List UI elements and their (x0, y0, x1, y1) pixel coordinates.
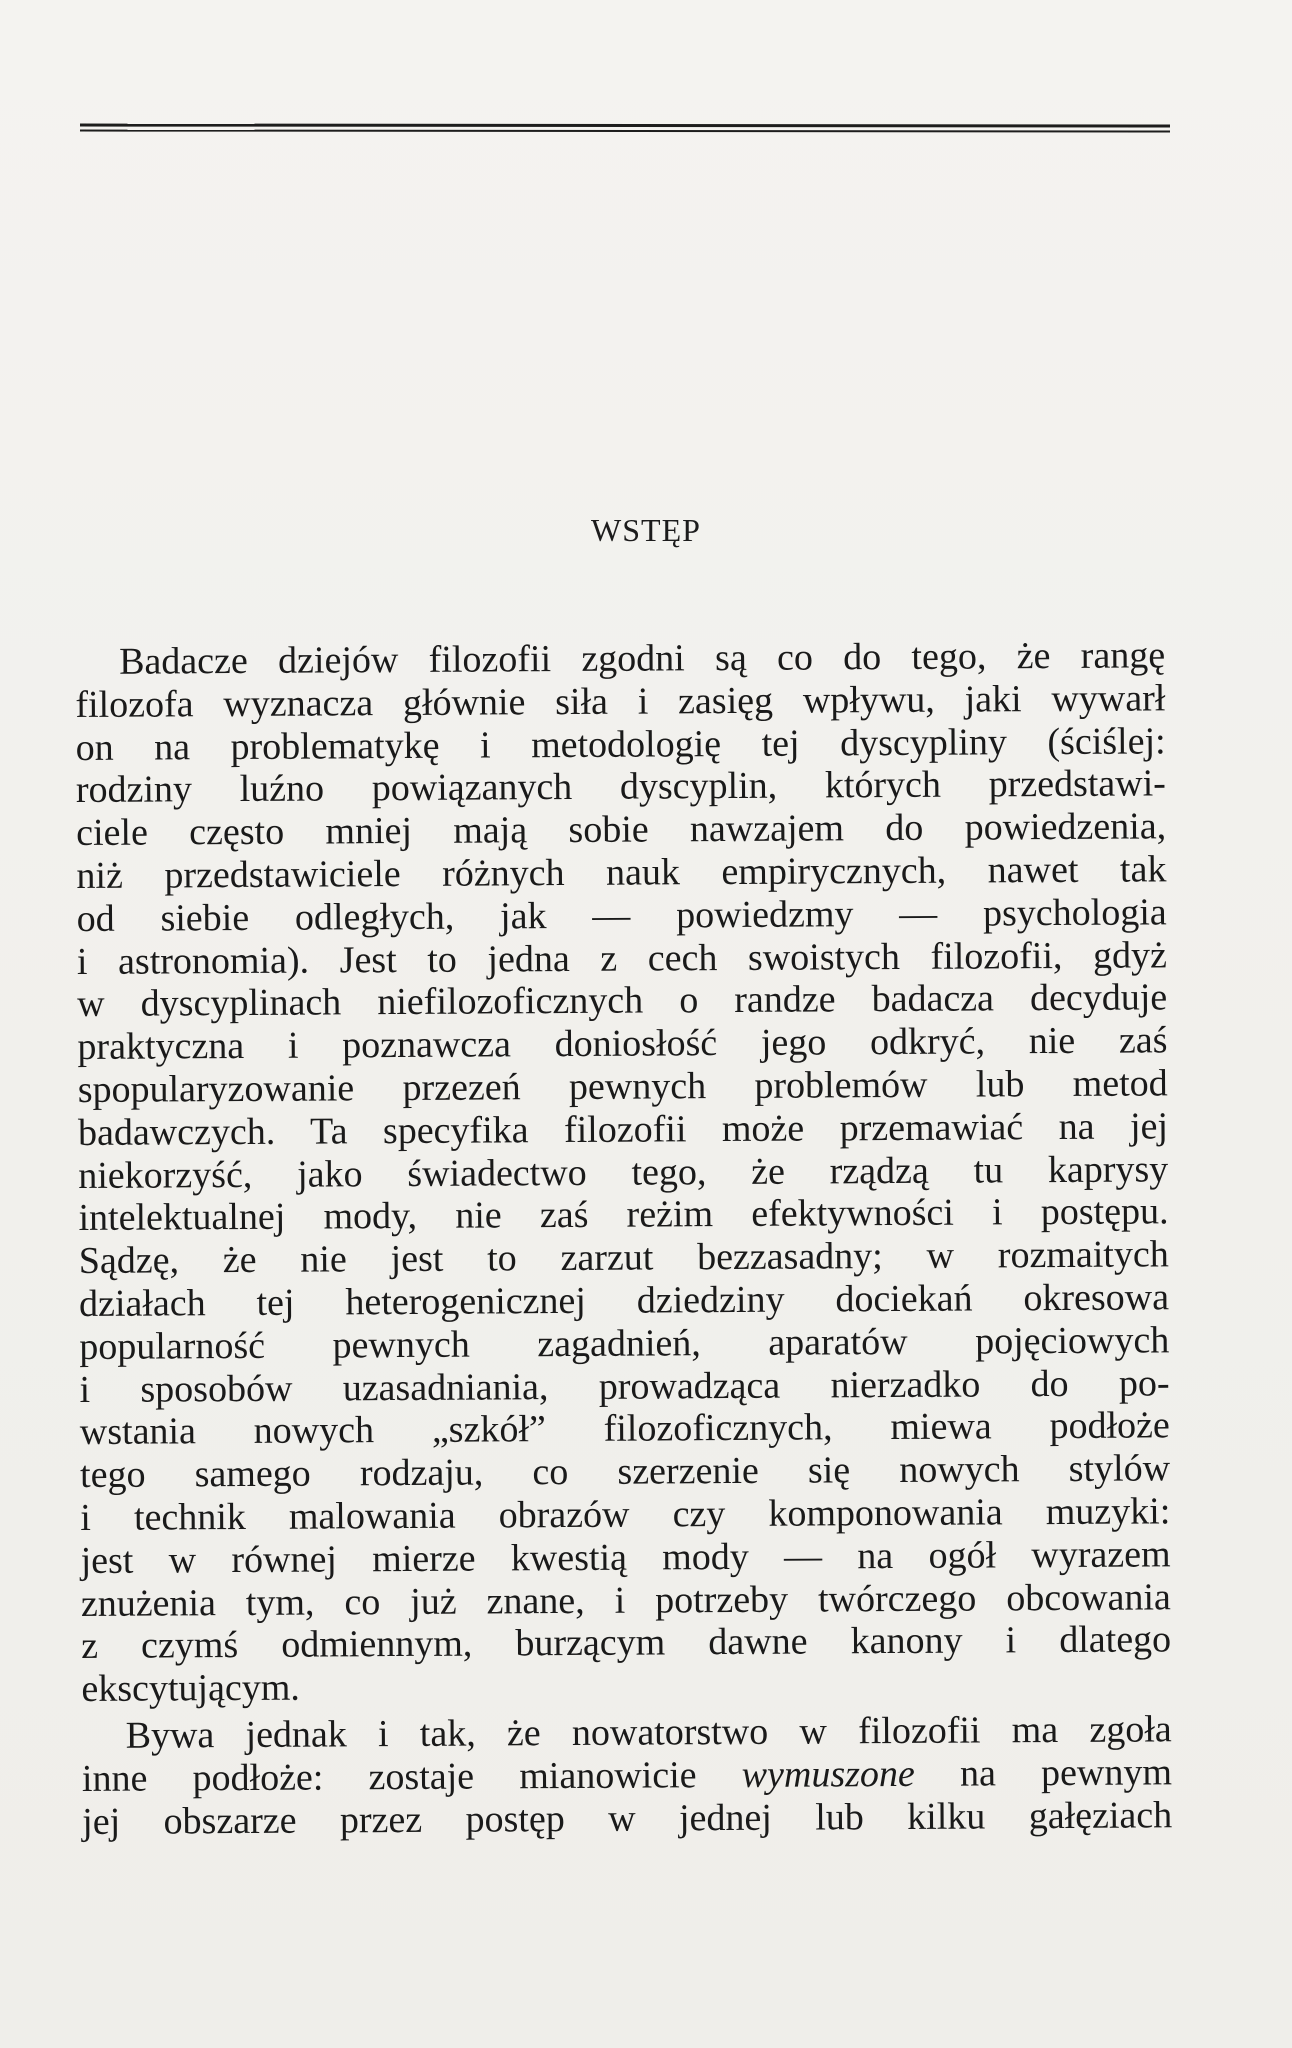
text-line: Badacze dziejów filozofii zgodni są co do tego, że rangę (118, 634, 1166, 683)
text-line: praktyczna i poznawcza doniosłość jego odkryć, nie zaś (77, 1019, 1168, 1069)
text-line: spopularyzowanie przezeń pewnych problemów lub metod (77, 1062, 1168, 1111)
text-line: ciele często mniej mają sobie nawzajem do powiedzenia, (76, 805, 1167, 855)
show-through-folio (1100, 92, 1106, 119)
text-line: Sądzę, że nie jest to zarzut bezzasadny; w rozmaitych (78, 1233, 1169, 1283)
header-double-rule (80, 124, 1170, 133)
text-line: znużenia tym, co już znane, i potrzeby twórczego obcowania (80, 1575, 1171, 1625)
text-line: tego samego rodzaju, co szerzenie się nowych stylów (79, 1447, 1171, 1497)
emphasized-word: wymuszone (741, 1752, 915, 1796)
text-line: Bywa jednak i tak, że nowatorstwo w filozofii ma zgoła (125, 1708, 1172, 1757)
chapter-heading: WSTĘP (591, 512, 701, 548)
text-line: rodziny luźno powiązanych dyscyplin, których przedstawi- (75, 762, 1167, 812)
text-run: inne podłoże: zostaje mianowicie (81, 1753, 697, 1800)
text-line (82, 1751, 1172, 1800)
text-line: jest w równej mierze kwestią mody — na ogół wyrazem (80, 1533, 1171, 1582)
text-line: wstania nowych „szkół” filozoficznych, miewa podłoże (79, 1404, 1170, 1454)
show-through-running-head (570, 84, 577, 114)
text-line: niż przedstawiciele różnych nauk empirycznych, nawet tak (76, 848, 1167, 897)
text-line: niekorzyść, jako świadectwo tego, że rządzą tu kaprysy (78, 1147, 1169, 1197)
text-line: badawczych. Ta specyfika filozofii może przemawiać na jej (77, 1105, 1169, 1154)
text-line: w dyscyplinach niefilozoficznych o randze badacza decyduje (77, 976, 1168, 1026)
text-line: z czymś odmiennym, burzącym dawne kanony i dlatego (81, 1618, 1172, 1668)
text-line: działach tej heterogenicznej dziedziny dociekań okresowa (78, 1276, 1170, 1325)
text-line: on na problematykę i metodologię tej dyscypliny (ściślej: (75, 719, 1166, 769)
body-text (75, 634, 1172, 1843)
text-line: i technik malowania obrazów czy komponowania muzyki: (80, 1490, 1171, 1539)
text-line: filozofa wyznacza głównie siła i zasięg wpływu, jaki wywarł (75, 677, 1166, 726)
text-line: ekscytującym. (81, 1666, 300, 1711)
text-line: od siebie odległych, jak — powiedzmy — psychologia (76, 891, 1167, 940)
text-line: intelektualnej mody, nie zaś reżim efektywności i postępu. (78, 1190, 1169, 1240)
text-line: i sposobów uzasadniania, prowadząca nierzadko do po- (79, 1361, 1170, 1411)
text-run: na pewnym (959, 1751, 1173, 1795)
text-line: i astronomia). Jest to jedna z cech swoistych filozofii, gdyż (76, 933, 1168, 983)
text-line: jej obszarze przez postęp w jednej lub kilku gałęziach (82, 1793, 1173, 1843)
text-line: popularność pewnych zagadnień, aparatów pojęciowych (79, 1319, 1170, 1368)
